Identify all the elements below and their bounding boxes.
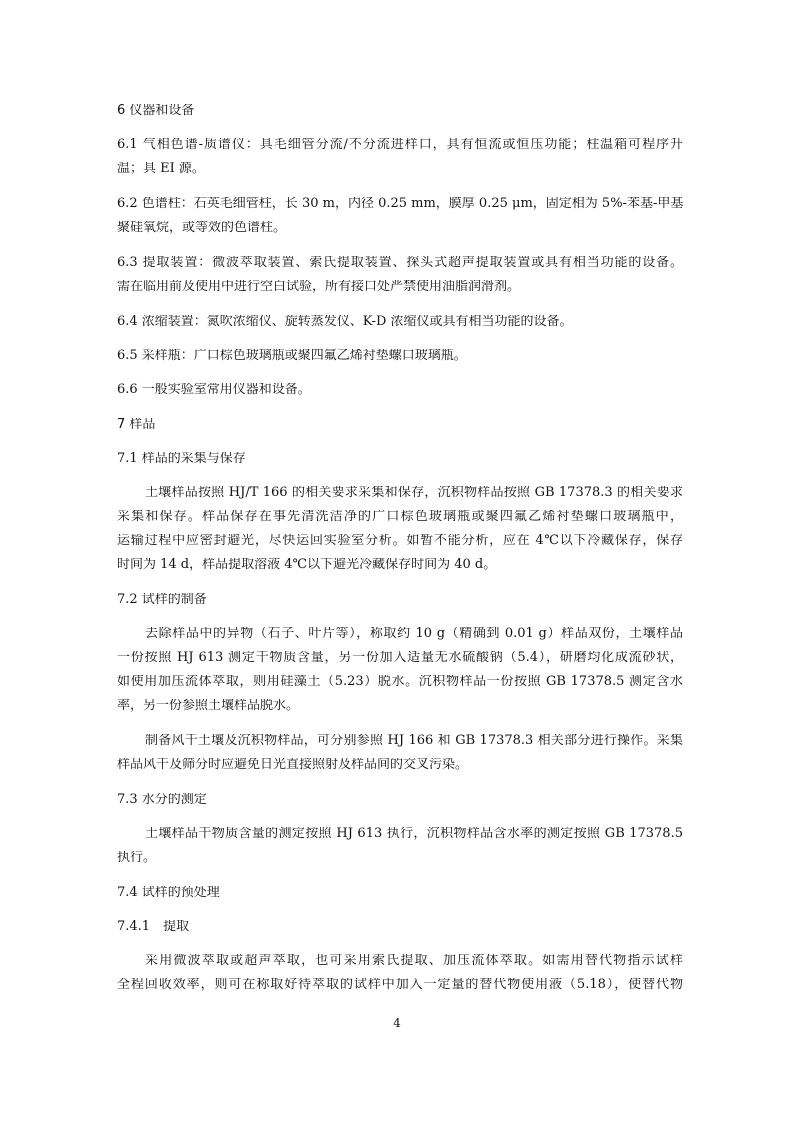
section-7-3-heading: 7.3 水分的测定 — [117, 793, 207, 807]
item-6-3-line-1: 6.3 提取装置：微波萃取装置、索氏提取装置、探头式超声提取装置或具有相当功能的设备。 — [117, 256, 683, 270]
item-6-2-line-1: 6.2 色谱柱：石英毛细管柱，长 30 m，内径 0.25 mm，膜厚 0.25 μm，固定相为 5%-苯基-甲基 — [117, 197, 683, 211]
section-7-2-p2-line-1: 制备风干土壤及沉积物样品，可分别参照 HJ 166 和 GB 17378.3 相关部分进行操作。采集 — [145, 734, 683, 748]
section-7-4-1-heading: 7.4.1 提取 — [117, 920, 190, 934]
section-7-1-line-2: 采集和保存。样品保存在事先清洗洁净的广口棕色玻璃瓶或聚四氟乙烯衬垫螺口玻璃瓶中， — [117, 510, 683, 524]
item-6-5: 6.5 采样瓶：广口棕色玻璃瓶或聚四氟乙烯衬垫螺口玻璃瓶。 — [117, 349, 467, 363]
section-7-2-p1-line-3: 如使用加压流体萃取，则用硅藻土（5.23）脱水。沉积物样品一份按照 GB 17378.5 测定含水 — [117, 675, 683, 689]
section-7-2-p1-line-4: 率，另一份参照土壤样品脱水。 — [117, 699, 300, 713]
section-7-2-heading: 7.2 试样的制备 — [117, 593, 207, 607]
item-6-6: 6.6 一般实验室常用仪器和设备。 — [117, 383, 311, 397]
item-6-3-line-2: 需在临用前及使用中进行空白试验，所有接口处严禁使用油脂润滑剂。 — [117, 280, 521, 294]
section-7-3-line-2: 执行。 — [117, 851, 157, 865]
section-7-2-p1-line-1: 去除样品中的异物（石子、叶片等），称取约 10 g（精确到 0.01 g）样品双份，土壤样品 — [145, 627, 683, 641]
section-7-4-heading: 7.4 试样的预处理 — [117, 886, 220, 900]
section-7-3-line-1: 土壤样品干物质含量的测定按照 HJ 613 执行，沉积物样品含水率的测定按照 GB 17378.5 — [145, 827, 683, 841]
section-7-1-heading: 7.1 样品的采集与保存 — [117, 452, 246, 466]
section-7-heading: 7 样品 — [117, 418, 156, 432]
section-7-1-line-3: 运输过程中应密封避光，尽快运回实验室分析。如暂不能分析，应在 4℃以下冷藏保存，保存 — [117, 534, 683, 548]
item-6-2-line-2: 聚硅氧烷，或等效的色谱柱。 — [117, 221, 287, 235]
section-7-1-line-4: 时间为 14 d，样品提取溶液 4℃以下避光冷藏保存时间为 40 d。 — [117, 558, 497, 572]
section-7-2-p2-line-2: 样品风干及筛分时应避免日光直接照射及样品间的交叉污染。 — [117, 758, 469, 772]
section-6-heading: 6 仪器和设备 — [117, 104, 195, 118]
section-7-4-1-line-2: 全程回收效率，则可在称取好待萃取的试样中加入一定量的替代物使用液（5.18），使替代物 — [117, 978, 683, 992]
item-6-4: 6.4 浓缩装置：氮吹浓缩仪、旋转蒸发仪、K-D 浓缩仪或具有相当功能的设备。 — [117, 315, 573, 329]
item-6-1-line-1: 6.1 气相色谱-质谱仪：具毛细管分流/不分流进样口，具有恒流或恒压功能；柱温箱可程序升 — [117, 138, 683, 152]
section-7-4-1-line-1: 采用微波萃取或超声萃取，也可采用索氏提取、加压流体萃取。如需用替代物指示试样 — [145, 954, 683, 968]
section-7-2-p1-line-2: 一份按照 HJ 613 测定干物质含量，另一份加入适量无水硫酸钠（5.4），研磨均化成流砂状， — [117, 651, 683, 665]
item-6-1-line-2: 温；具 EI 源。 — [117, 162, 205, 176]
section-7-1-line-1: 土壤样品按照 HJ/T 166 的相关要求采集和保存，沉积物样品按照 GB 17378.3 的相关要求 — [145, 486, 683, 500]
page-number: 4 — [393, 1016, 401, 1030]
